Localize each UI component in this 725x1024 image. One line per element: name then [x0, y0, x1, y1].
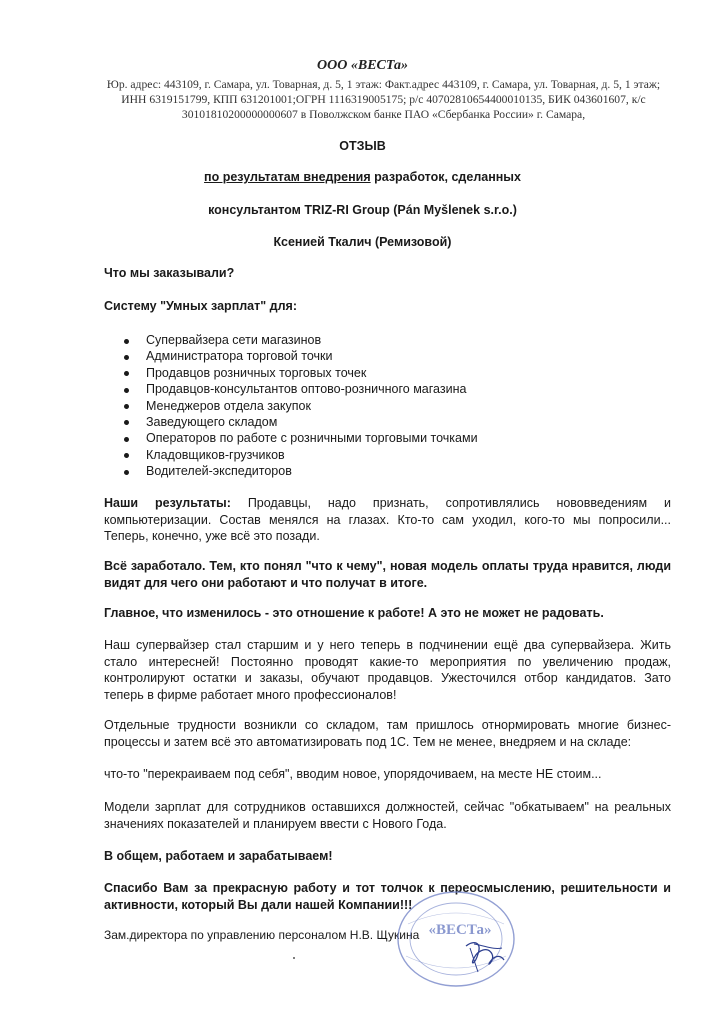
list-item: Операторов по работе с розничными торговыми точками	[104, 430, 478, 446]
thanks-paragraph: Спасибо Вам за прекрасную работу и тот толчок к переосмыслению, решительности и активности, который Вы дали нашей Компании!!!	[104, 881, 671, 912]
general-paragraph: В общем, работаем и зарабатываем!	[104, 849, 333, 863]
signature-line: Зам.директора по управлению персоналом Н.В. Щукина	[104, 928, 420, 942]
tailor-paragraph: что-то "перекраиваем под себя", вводим новое, упорядочиваем, на месте НЕ стоим...	[104, 767, 602, 781]
list-item: Заведующего складом	[104, 414, 478, 430]
main-change-paragraph: Главное, что изменилось - это отношение к работе! А это не может не радовать.	[104, 606, 604, 620]
list-item: Менеджеров отдела закупок	[104, 398, 478, 414]
positions-list	[104, 332, 478, 480]
org-details: Юр. адрес: 443109, г. Самара, ул. Товарная, д. 5, 1 этаж: Факт.адрес 443109, г. Самара, ул. Товарная, д. 5, 1 этаж; ИНН 6319151799, КПП 631201001;ОГРН 1116319005175; р/с 40702810654400010135, БИК 043601607, к/с 30101810200000000607 в Поволжском банке ПАО «Сбербанка России» г. Самара,	[106, 78, 661, 121]
subtitle-line-3: Ксенией Ткалич (Ремизовой)	[273, 235, 452, 249]
list-item: Продавцов розничных торговых точек	[104, 365, 478, 381]
results-paragraph	[104, 495, 671, 545]
stamp-text: «ВЕСТа»	[428, 922, 492, 938]
models-paragraph: Модели зарплат для сотрудников оставшихся должностей, сейчас "обкатываем" на реальных значениях показателей и планируем ввести с Нового Года.	[104, 800, 671, 831]
warehouse-paragraph: Отдельные трудности возникли со складом, там пришлось отнормировать многие бизнес-процессы и затем всё это автоматизировать под 1С. Тем не менее, внедряем и на складе:	[104, 718, 671, 749]
list-item: Водителей-экспедиторов	[104, 463, 478, 479]
list-item: Продавцов-консультантов оптово-розничного магазина	[104, 381, 478, 397]
question-heading: Что мы заказывали?	[104, 266, 235, 280]
worked-paragraph: Всё заработало. Тем, кто понял "что к чему", новая модель оплаты труда нравится, люди видят для чего они работают и что получат в итоге.	[104, 559, 671, 590]
company-stamp	[378, 884, 528, 994]
list-item: Супервайзера сети магазинов	[104, 332, 478, 348]
subtitle-line-1	[0, 170, 725, 184]
subtitle-line-2: консультантом TRIZ-RI Group (Pán Myšlenek s.r.o.)	[208, 203, 517, 217]
ink-dot	[293, 957, 295, 959]
list-item: Кладовщиков-грузчиков	[104, 447, 478, 463]
subtitle-rest: разработок, сделанных	[370, 170, 521, 184]
subtitle-underlined: по результатам внедрения	[204, 170, 371, 184]
system-heading: Систему "Умных зарплат" для:	[104, 299, 297, 313]
results-text: Продавцы, надо признать, сопротивлялись нововведениям и компьютеризации. Состав менялся на глазах. Кто-то сам уходил, кого-то мы попросили... Теперь, конечно, уже всё это позади.	[104, 496, 671, 543]
results-label: Наши результаты:	[104, 496, 231, 510]
list-item: Администратора торговой точки	[104, 348, 478, 364]
supervisor-paragraph: Наш супервайзер стал старшим и у него теперь в подчинении ещё два супервайзера. Жить стало интересней! Постоянно проводят какие-то мероприятия по увеличению продаж, контролируют остатки и заказы, обучают продавцов. Ужесточился отбор кандидатов. Зато теперь в фирме работает много профессионалов!	[104, 638, 671, 702]
document-title: ОТЗЫВ	[339, 139, 386, 153]
org-name: ООО «ВЕСТа»	[317, 58, 408, 73]
